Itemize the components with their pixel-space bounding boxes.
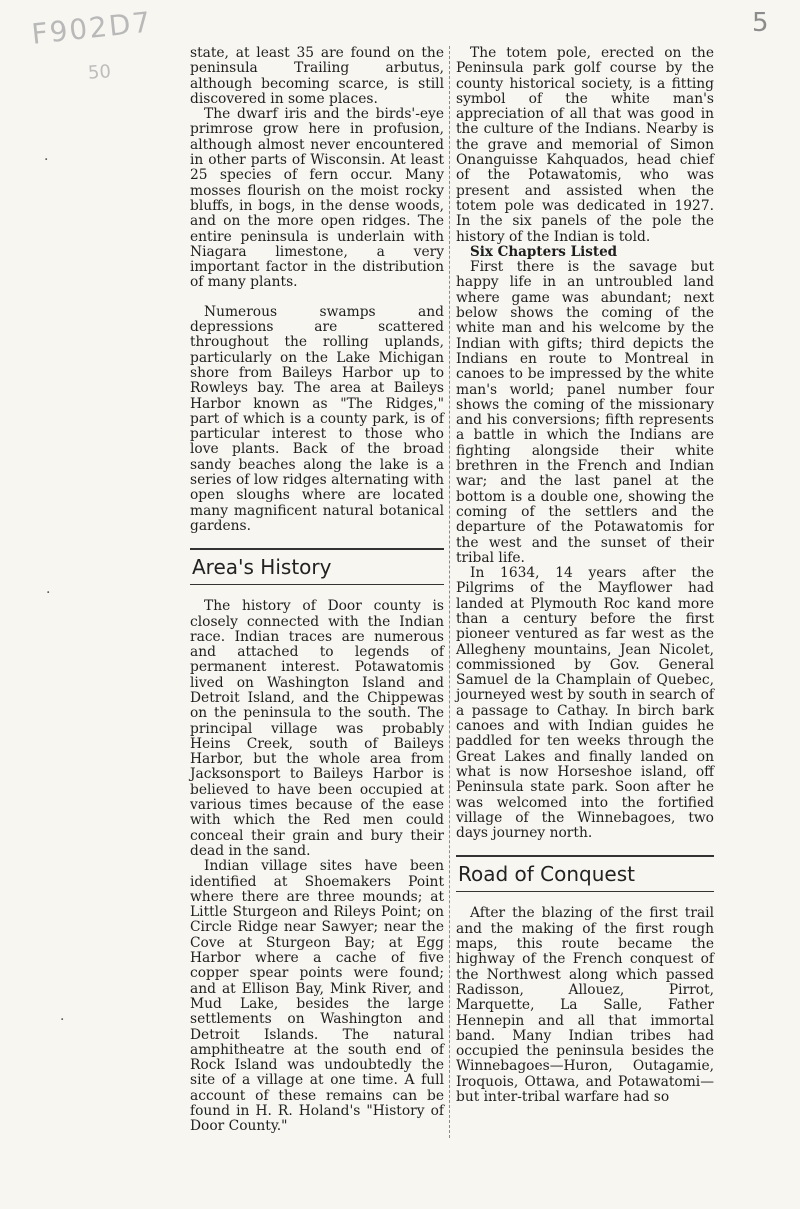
- paragraph: After the blazing of the first trail and the making of the first rough maps, this route became the highway of the French conquest of the Northwest along which passed Radisson, Allouez, Pirrot, Marquette, La Salle, Father Hennepin and all that immortal band. Many Indian tribes had occupied the peninsula besides the Winnebagoes—Huron, Outagamie, Iroquois, Ottawa, and Potawatomi—but inter-tribal warfare had so: [456, 905, 714, 1105]
- page-number: 5: [752, 8, 769, 38]
- section-heading-text: Road of Conquest: [458, 862, 635, 887]
- handwritten-reference: F902D7: [30, 5, 154, 51]
- right-column: [456, 46, 714, 1105]
- paragraph: In 1634, 14 years after the Pilgrims of the Mayflower had landed at Plymouth Roc kand more than a century before the first pioneer ventured as far west as the Allegheny mountains, Jean Nicolet, commissioned by Gov. General Samuel de la Champlain of Quebec, journeyed west by south in search of a passage to Cathay. In birch bark canoes and with Indian guides he paddled for ten weeks through the Great Lakes and finally landed on what is now Horseshoe island, off Peninsula state park. Soon after he was welcomed into the fortified village of the Winnebagoes, two days journey north.: [456, 565, 714, 842]
- section-heading-road-of-conquest: [456, 855, 714, 892]
- margin-mark: ·: [60, 1012, 65, 1028]
- subheading: Six Chapters Listed: [470, 243, 618, 260]
- paragraph: First there is the savage but happy life in an untroubled land where game was abundant; next below shows the coming of the white man and his welcome by the Indian with gifts; third depicts the Indians en route to Montreal in canoes to be impressed by the white man's world; panel number four shows the coming of the missionary and his conversions; fifth represents a battle in which the Indians are fighting alongside their white brethren in the French and Indian war; and the last panel at the bottom is a double one, showing the coming of the settlers and the departure of the Potawatomis for the west and the sunset of their tribal life.: [456, 259, 714, 566]
- paragraph: The totem pole, erected on the Peninsula park golf course by the county historical society, is a fitting symbol of the white man's appreciation of all that was good in the culture of the Indians. Nearby is the grave and memorial of Simon Onanguisse Kahquados, head chief of the Potawatomis, who was present and assisted when the totem pole was dedicated in 1927. In the six panels of the pole the history of the Indian is told.: [456, 45, 714, 245]
- margin-mark: ·: [46, 585, 51, 601]
- paragraph: Indian village sites have been identified at Shoemakers Point where there are three mounds; at Little Sturgeon and Rileys Point; on Circle Ridge near Sawyer; near the Cove at Sturgeon Bay; at Egg Harbor where a cache of five copper spear points were found; and at Ellison Bay, Mink River, and Mud Lake, besides the large settlements on Washington and Detroit Islands. The natural amphitheatre at the south end of Rock Island was undoubtedly the site of a village at one time. A full account of these remains can be found in H. R. Holand's "History of Door County.": [190, 858, 444, 1135]
- paragraph: The dwarf iris and the birds'-eye primrose grow here in profusion, although almost never encountered in other parts of Wisconsin. At least 25 species of fern occur. Many mosses flourish on the moist rocky bluffs, in bogs, in the dense woods, and on the more open ridges. The entire peninsula is underlain with Niagara limestone, a very important factor in the distribution of many plants.: [190, 106, 444, 291]
- section-heading-text: Area's History: [192, 555, 332, 580]
- left-column: [190, 46, 444, 1135]
- paragraph: Numerous swamps and depressions are scattered throughout the rolling uplands, particularly on the Lake Michigan shore from Baileys Harbor up to Rowleys bay. The area at Baileys Harbor known as "The Ridges," part of which is a county park, is of particular interest to those who love plants. Back of the broad sandy beaches along the lake is a series of low ridges alternating with open sloughs where are located many magnificent natural botanical gardens.: [190, 303, 444, 534]
- column-divider: [449, 46, 451, 1138]
- paragraph: state, at least 35 are found on the peninsula Trailing arbutus, although becoming scarce, is still discovered in some places.: [190, 45, 444, 107]
- handwritten-note: 50: [87, 61, 112, 84]
- section-heading-areas-history: [190, 548, 444, 585]
- paragraph: The history of Door county is closely connected with the Indian race. Indian traces are numerous and attached to legends of permanent interest. Potawatomis lived on Washington Island and Detroit Island, and the Chippewas on the peninsula to the south. The principal village was probably Heins Creek, south of Baileys Harbor, but the whole area from Jacksonsport to Baileys Harbor is believed to have been occupied at various times because of the ease with which the Red men could conceal their grain and bury their dead in the sand.: [190, 598, 444, 859]
- margin-mark: ·: [44, 152, 49, 168]
